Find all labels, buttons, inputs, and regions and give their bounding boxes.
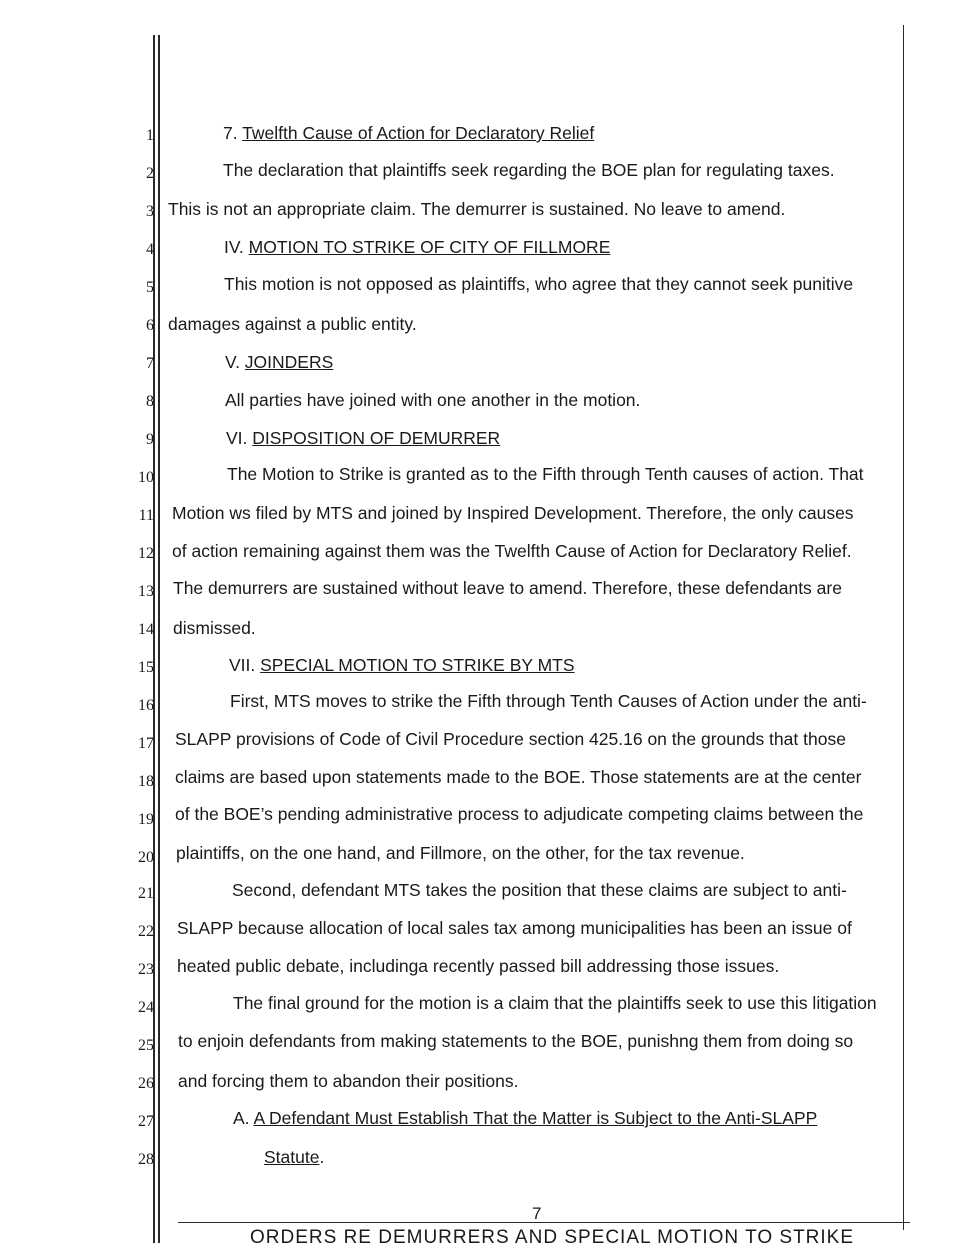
line-number: 11 bbox=[138, 507, 154, 524]
heading-number: 7. bbox=[223, 123, 243, 143]
line-number: 4 bbox=[146, 241, 154, 258]
heading-number: V. bbox=[225, 352, 245, 372]
text-line: First, MTS moves to strike the Fifth through Tenth Causes of Action under the anti- bbox=[230, 691, 867, 711]
text-line: and forcing them to abandon their positions. bbox=[178, 1071, 519, 1091]
text-line: of action remaining against them was the Twelfth Cause of Action for Declaratory Relief. bbox=[172, 541, 852, 561]
section-heading bbox=[229, 654, 575, 676]
text-line: Second, defendant MTS takes the position that these claims are subject to anti- bbox=[232, 880, 847, 900]
line-number: 13 bbox=[138, 583, 154, 600]
heading-number: VI. bbox=[226, 428, 253, 448]
line-number: 28 bbox=[138, 1151, 154, 1168]
section-heading-continued bbox=[264, 1146, 324, 1168]
line-number: 7 bbox=[146, 355, 154, 372]
text-line: to enjoin defendants from making statements to the BOE, punishng them from doing so bbox=[178, 1031, 854, 1051]
line-number: 1 bbox=[146, 127, 154, 144]
line-number: 12 bbox=[138, 545, 154, 562]
text-line: claims are based upon statements made to the BOE. Those statements are at the center bbox=[175, 767, 862, 787]
heading-title: A Defendant Must Establish That the Matter is Subject to the Anti-SLAPP bbox=[253, 1108, 818, 1128]
text-line: All parties have joined with one another in the motion. bbox=[225, 390, 641, 410]
text-line: SLAPP provisions of Code of Civil Procedure section 425.16 on the grounds that those bbox=[175, 729, 846, 749]
line-number: 8 bbox=[146, 393, 154, 410]
text-line: The final ground for the motion is a claim that the plaintiffs seek to use this litigation bbox=[233, 993, 877, 1013]
line-number: 27 bbox=[138, 1113, 154, 1130]
text-line: The declaration that plaintiffs seek regarding the BOE plan for regulating taxes. bbox=[223, 160, 835, 180]
line-number: 20 bbox=[138, 849, 154, 866]
text-line: This motion is not opposed as plaintiffs, who agree that they cannot seek punitive bbox=[224, 274, 854, 294]
text-line: Motion ws filed by MTS and joined by Inspired Development. Therefore, the only causes bbox=[172, 503, 854, 523]
heading-number: VII. bbox=[229, 655, 261, 675]
section-heading bbox=[225, 351, 333, 373]
line-number: 18 bbox=[138, 773, 154, 790]
text-line: dismissed. bbox=[173, 618, 256, 638]
footer-title-clip bbox=[250, 1226, 870, 1243]
line-number: 15 bbox=[138, 659, 154, 676]
line-number: 22 bbox=[138, 923, 154, 940]
text-line: The demurrers are sustained without leave to amend. Therefore, these defendants are bbox=[173, 578, 842, 598]
text-line: damages against a public entity. bbox=[168, 314, 417, 334]
heading-title: SPECIAL MOTION TO STRIKE BY MTS bbox=[260, 655, 575, 675]
line-number: 25 bbox=[138, 1037, 154, 1054]
text-line: plaintiffs, on the one hand, and Fillmore, on the other, for the tax revenue. bbox=[176, 843, 745, 863]
right-margin-rule bbox=[903, 25, 904, 1230]
text-line: SLAPP because allocation of local sales tax among municipalities has been an issue of bbox=[177, 918, 852, 938]
line-number: 14 bbox=[138, 621, 154, 638]
line-number: 19 bbox=[138, 811, 154, 828]
line-number: 24 bbox=[138, 999, 154, 1016]
section-heading bbox=[224, 236, 610, 258]
text-line: The Motion to Strike is granted as to the Fifth through Tenth causes of action. That bbox=[227, 464, 864, 484]
line-number: 10 bbox=[138, 469, 154, 486]
page-number: 7 bbox=[532, 1204, 542, 1223]
heading-title: Twelfth Cause of Action for Declaratory Relief bbox=[242, 123, 595, 143]
line-number: 6 bbox=[146, 317, 154, 334]
left-margin-rule-inner bbox=[158, 35, 160, 1243]
heading-title: JOINDERS bbox=[244, 352, 334, 372]
heading-title: DISPOSITION OF DEMURRER bbox=[252, 428, 501, 448]
heading-number: IV. bbox=[224, 237, 249, 257]
text-line: This is not an appropriate claim. The demurrer is sustained. No leave to amend. bbox=[168, 199, 786, 219]
text-line: heated public debate, includinga recently passed bill addressing those issues. bbox=[177, 956, 780, 976]
line-number: 17 bbox=[138, 735, 154, 752]
line-number: 5 bbox=[146, 279, 154, 296]
line-number: 21 bbox=[138, 885, 154, 902]
line-number: 3 bbox=[146, 203, 154, 220]
heading-title: Statute bbox=[264, 1147, 320, 1167]
section-heading bbox=[233, 1107, 817, 1129]
line-number: 23 bbox=[138, 961, 154, 978]
line-number: 2 bbox=[146, 165, 154, 182]
heading-title: MOTION TO STRIKE OF CITY OF FILLMORE bbox=[248, 237, 611, 257]
line-number: 9 bbox=[146, 431, 154, 448]
footer-rule bbox=[178, 1222, 910, 1223]
section-heading bbox=[226, 427, 500, 449]
line-number: 16 bbox=[138, 697, 154, 714]
section-heading bbox=[223, 122, 594, 144]
heading-number: A. bbox=[233, 1108, 254, 1128]
text-line: of the BOE’s pending administrative process to adjudicate competing claims between the bbox=[175, 804, 864, 824]
line-number: 26 bbox=[138, 1075, 154, 1092]
heading-suffix: . bbox=[319, 1147, 325, 1167]
footer-title: ORDERS RE DEMURRERS AND SPECIAL MOTION TO STRIKE bbox=[250, 1227, 855, 1243]
